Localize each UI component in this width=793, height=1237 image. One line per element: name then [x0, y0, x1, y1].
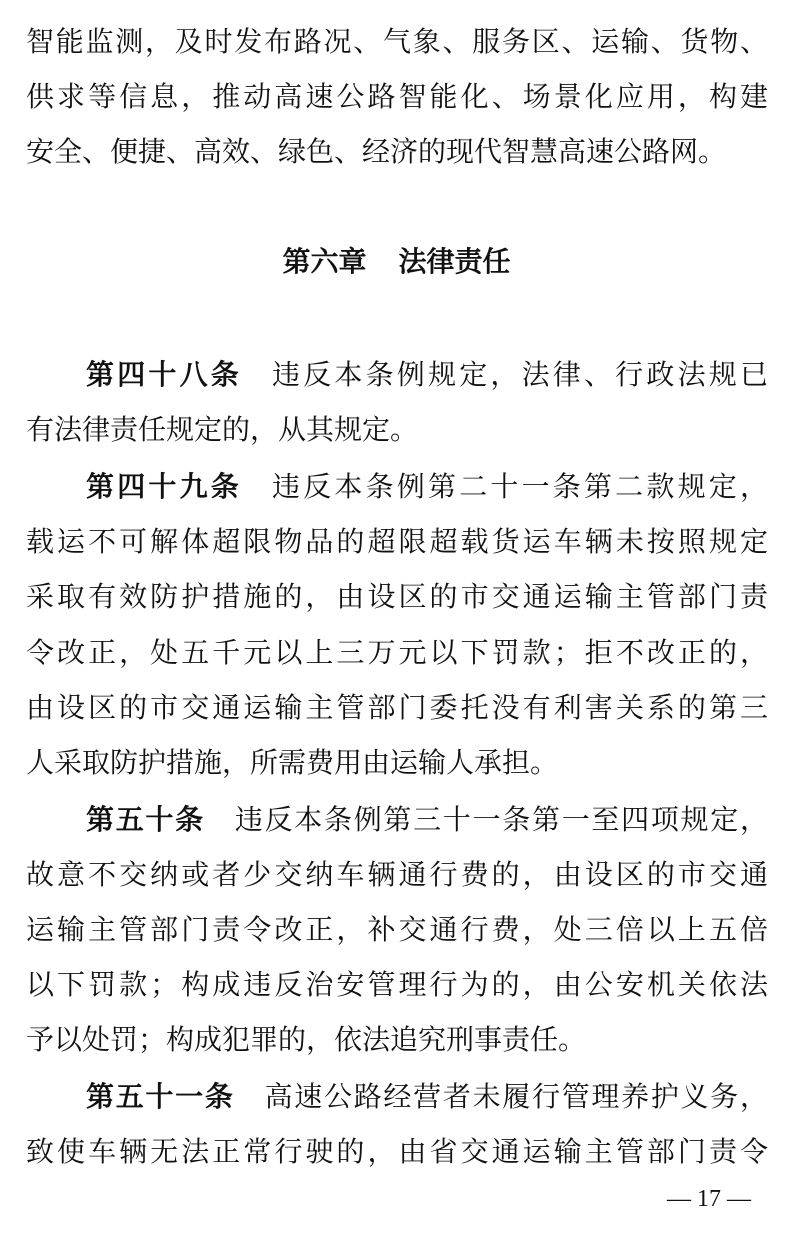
chapter-title: 法律责任 — [398, 245, 511, 278]
page-number: — 17 — — [667, 1186, 751, 1212]
article-first-line — [86, 352, 768, 398]
article-label: 第五十一条 — [86, 1080, 235, 1113]
article-text: 高速公路经营者未履行管理养护义务， — [264, 1080, 768, 1113]
article-text: 违反本条例第二十一条第二款规定， — [272, 470, 768, 503]
article-text: 违反本条例第三十一条第一至四项规定， — [234, 803, 768, 836]
article-label: 第四十八条 — [86, 358, 242, 391]
article-first-line — [86, 1074, 768, 1120]
article-first-line — [86, 797, 768, 843]
article-line: 运输主管部门责令改正，补交通行费，处三倍以上五倍 — [26, 913, 768, 946]
article-label: 第四十九条 — [86, 470, 242, 503]
article-line: 采取有效防护措施的，由设区的市交通运输主管部门责 — [26, 580, 768, 613]
chapter-number: 第六章 — [282, 245, 367, 278]
article-label: 第五十条 — [86, 803, 205, 836]
article-line: 由设区的市交通运输主管部门委托没有利害关系的第三 — [26, 691, 768, 724]
article-line: 予以处罚；构成犯罪的，依法追究刑事责任。 — [26, 1023, 587, 1056]
article-text: 违反本条例规定，法律、行政法规已 — [272, 358, 768, 391]
article-line: 以下罚款；构成违反治安管理行为的，由公安机关依法 — [26, 968, 768, 1001]
article-line: 故意不交纳或者少交纳车辆通行费的，由设区的市交通 — [26, 858, 768, 891]
article-line: 致使车辆无法正常行驶的，由省交通运输主管部门责令 — [26, 1135, 768, 1168]
article-line: 令改正，处五千元以上三万元以下罚款；拒不改正的， — [26, 636, 768, 669]
article-line: 人采取防护措施，所需费用由运输人承担。 — [26, 746, 559, 779]
intro-line: 智能监测，及时发布路况、气象、服务区、运输、货物、 — [26, 25, 768, 58]
article-first-line — [86, 464, 768, 510]
article-line: 有法律责任规定的，从其规定。 — [26, 413, 419, 446]
intro-line: 安全、便捷、高效、绿色、经济的现代智慧高速公路网。 — [26, 135, 727, 168]
article-line: 载运不可解体超限物品的超限超载货运车辆未按照规定 — [26, 525, 768, 558]
chapter-heading — [0, 239, 793, 285]
intro-line: 供求等信息，推动高速公路智能化、场景化应用，构建 — [26, 80, 768, 113]
